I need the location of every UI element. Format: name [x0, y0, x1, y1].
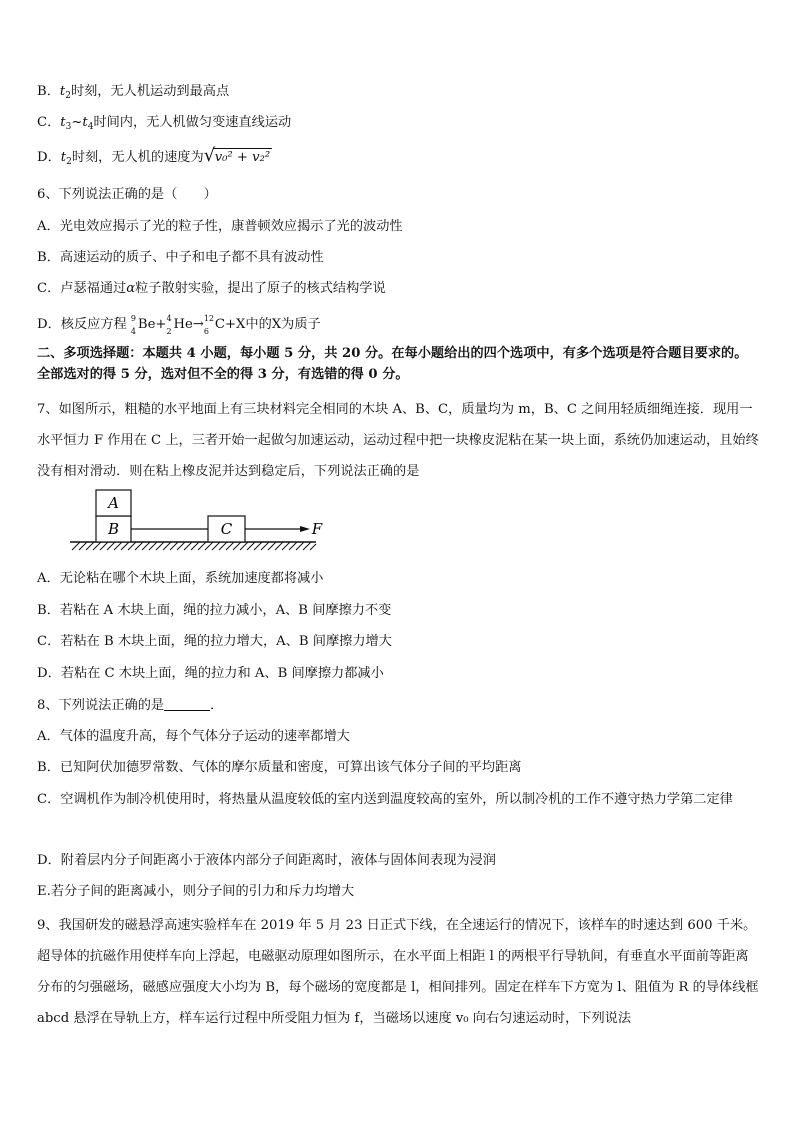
label-c: C — [220, 520, 233, 538]
nuclide-be: 9 4 Be — [130, 314, 156, 336]
q7-option-d: D．若粘在 C 木块上面，绳的拉力和 A、B 间摩擦力都减小 — [37, 666, 384, 681]
q5-option-b: B．$t_2$时刻，无人机运动到最高点 — [37, 84, 230, 101]
q6-stem: 6、下列说法正确的是（ ） — [37, 187, 217, 202]
label-b: B — [107, 520, 120, 538]
q5-option-d: D．$t_2$时刻，无人机的速度为 √ v₀² + v₂² — [37, 145, 271, 167]
q8-option-a: A．气体的温度升高，每个气体分子运动的速率都增大 — [37, 729, 350, 744]
q6-option-a: A．光电效应揭示了光的粒子性，康普顿效应揭示了光的波动性 — [37, 219, 403, 234]
q8-option-c: C．空调机作为制冷机使用时，将热量从温度较低的室内送到温度较高的室外，所以制冷机的工作不遵守热力学第二定律 — [37, 792, 733, 807]
q8-option-b: B．已知阿伏加德罗常数、气体的摩尔质量和密度，可算出该气体分子间的平均距离 — [37, 760, 522, 775]
q7-option-a: A．无论粘在哪个木块上面，系统加速度都将减小 — [37, 571, 324, 586]
q7-option-b: B．若粘在 A 木块上面，绳的拉力减小，A、B 间摩擦力不变 — [37, 603, 392, 618]
q7-option-c: C．若粘在 B 木块上面，绳的拉力增大，A、B 间摩擦力增大 — [37, 634, 392, 649]
q7-figure — [68, 486, 328, 556]
nuclide-he: 4 2 He — [166, 314, 193, 336]
answer-blank — [164, 698, 210, 711]
q7-stem: 7、如图所示，粗糙的水平地面上有三块材料完全相同的木块 A、B、C，质量均为 m，B、C 之间用轻质细绳连接．现用一水平恒力 F 作用在 C 上，三者开始一起做匀加速运动，运动过程中把一块橡皮泥粘在某一块上面，系统仍加速运动，且始终没有相对滑动．则在粘上橡皮泥并达到稳定后，下列说法正确的是 — [37, 402, 759, 479]
label-f: F — [311, 520, 323, 538]
q5-option-c: C．$t_3\sim t_4$时间内，无人机做匀变速直线运动 — [37, 115, 292, 132]
q8-option-e: E.若分子间的距离减小，则分子间的引力和斥力均增大 — [37, 884, 355, 899]
q8-stem: 8、下列说法正确的是 ． — [37, 698, 224, 713]
q6-option-c: C．卢瑟福通过α粒子散射实验，提出了原子的核式结构学说 — [37, 281, 386, 296]
section-two-heading: 二、多项选择题：本题共 4 小题，每小题 5 分，共 20 分。在每小题给出的四个选项中，有多个选项是符合题目要求的。全部选对的得 5 分，选对但不全的得 3 分，有选错的得 0 分。 — [37, 346, 748, 382]
q8-option-d: D．附着层内分子间距离小于液体内部分子间距离时，液体与固体间表现为浸润 — [37, 853, 496, 868]
sqrt-formula: √ v₀² + v₂² — [203, 145, 271, 166]
nuclide-c: 12 6 C — [203, 314, 225, 336]
q6-option-b: B．高速运动的质子、中子和电子都不具有波动性 — [37, 250, 324, 265]
q6-option-d: D．核反应方程 9 4 Be+ 4 2 He→ 12 6 C+X中的X为质子 — [37, 314, 321, 336]
label-a: A — [108, 494, 119, 512]
q9-stem: 9、我国研发的磁悬浮高速实验样车在 2019 年 5 月 23 日正式下线，在全速运行的情况下，该样车的时速达到 600 千米。超导体的抗磁作用使样车向上浮起，电磁驱动原理如图所示，在水平面上相距 l 的两根平行导轨间，有垂直水平面前等距离分布的匀强磁场，磁感应强度大小均为 B，每个磁场的宽度都是 l，相间排列。固定在样车下方宽为 l、阻值为 R 的导体线框 abcd 悬浮在导轨上方，样车运行过程中所受阻力恒为 f，当磁场以速度 v₀ 向右匀速运动时，下列说法 — [37, 918, 759, 1026]
